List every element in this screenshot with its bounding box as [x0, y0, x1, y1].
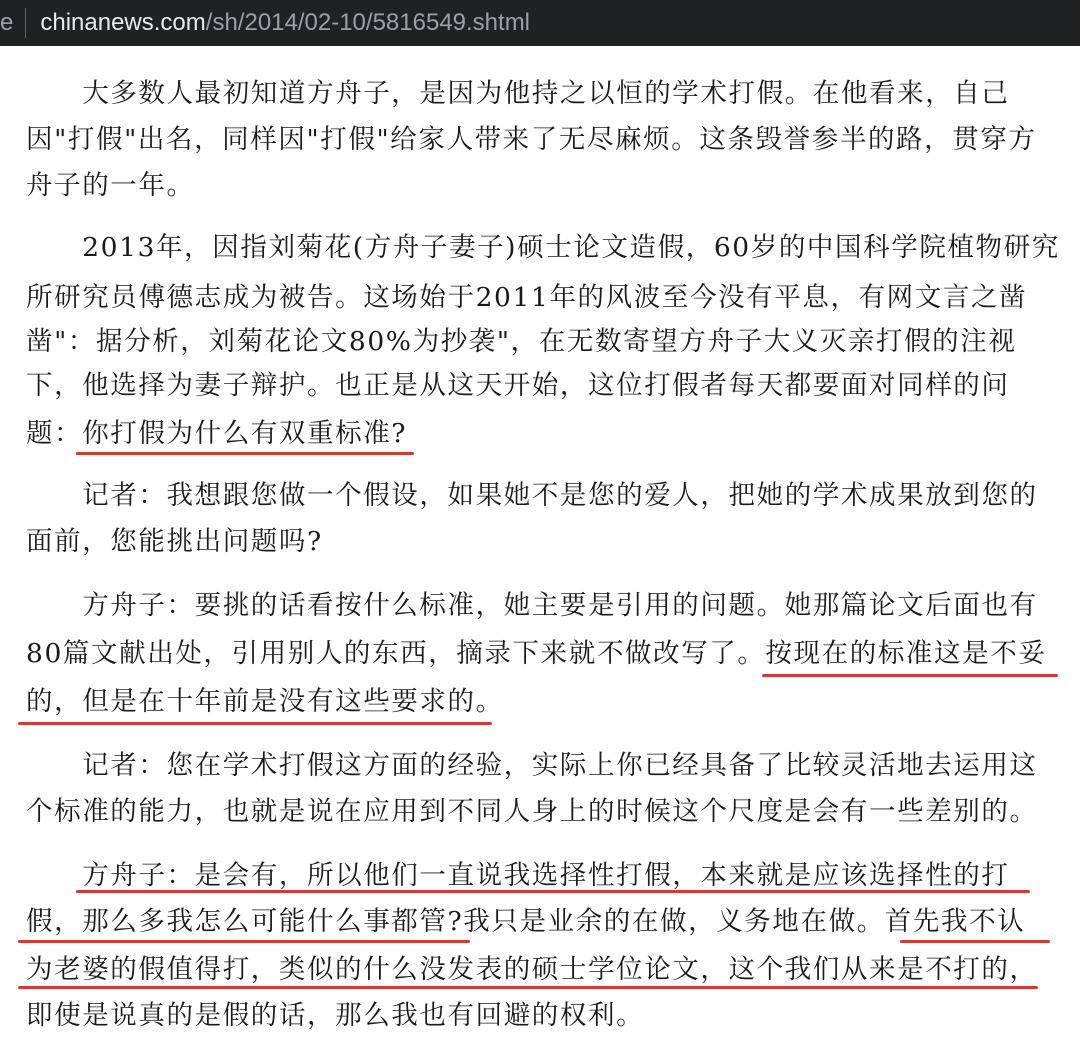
- highlight-underline: [900, 940, 1050, 943]
- address-bar-divider: [25, 8, 26, 38]
- browser-address-bar[interactable]: [0, 0, 1080, 46]
- paragraph-1-line-3: 舟子的一年。: [26, 170, 195, 201]
- paragraph-1-line-2: 因"打假"出名，同样因"打假"给家人带来了无尽麻烦。这条毁誉参半的路，贯穿方: [26, 124, 1037, 155]
- address-bar-truncated-text: e: [0, 9, 14, 36]
- paragraph-1-line-1: 大多数人最初知道方舟子，是因为他持之以恒的学术打假。在他看来，自己: [26, 78, 1010, 109]
- url-path[interactable]: /sh/2014/02-10/5816549.shtml: [205, 9, 531, 36]
- highlight-underline: [18, 986, 1038, 989]
- paragraph-6-line-3: 为老婆的假值得打，类似的什么没发表的硕士学位论文，这个我们从来是不打的，: [26, 954, 1038, 985]
- highlight-underline: [76, 452, 414, 455]
- paragraph-3-line-1: 记者：我想跟您做一个假设，如果她不是您的爱人，把她的学术成果放到您的: [26, 480, 1038, 511]
- paragraph-5-line-2: 个标准的能力，也就是说在应用到不同人身上的时候这个尺度是会有一些差别的。: [26, 796, 1038, 827]
- paragraph-5-line-1: 记者：您在学术打假这方面的经验，实际上你已经具备了比较灵活地去运用这: [26, 750, 1038, 781]
- paragraph-2-line-2: 所研究员傅德志成为被告。这场始于2011年的风波至今没有平息，有网文言之凿: [26, 282, 1028, 313]
- url-host[interactable]: chinanews.com: [40, 9, 206, 36]
- paragraph-2-line-5: 题：你打假为什么有双重标准?: [26, 418, 408, 449]
- highlight-underline: [18, 940, 470, 943]
- paragraph-6-line-1: 方舟子：是会有，所以他们一直说我选择性打假，本来就是应该选择性的打: [26, 860, 1010, 891]
- paragraph-2-line-4: 下，他选择为妻子辩护。也正是从这天开始，这位打假者每天都要面对同样的问: [26, 370, 1010, 401]
- highlight-underline: [762, 674, 1058, 677]
- paragraph-4-line-2: 80篇文献出处，引用别人的东西，摘录下来就不做改写了。按现在的标准这是不妥: [26, 638, 1047, 669]
- paragraph-4-line-3: 的，但是在十年前是没有这些要求的。: [26, 686, 504, 717]
- paragraph-6-line-2: 假，那么多我怎么可能什么事都管?我只是业余的在做，义务地在做。首先我不认: [26, 906, 1026, 937]
- paragraph-4-line-1: 方舟子：要挑的话看按什么标准，她主要是引用的问题。她那篇论文后面也有: [26, 590, 1038, 621]
- highlight-underline: [76, 890, 1030, 893]
- paragraph-6-line-4: 即使是说真的是假的话，那么我也有回避的权利。: [26, 1000, 645, 1031]
- article-body: [0, 46, 1080, 1050]
- highlight-underline: [18, 722, 492, 725]
- paragraph-2-line-3: 凿"：据分析，刘菊花论文80%为抄袭"，在无数寄望方舟子大义灭亲打假的注视: [26, 326, 1017, 357]
- paragraph-3-line-2: 面前，您能挑出问题吗?: [26, 526, 323, 557]
- paragraph-2-line-1: 2013年，因指刘菊花(方舟子妻子)硕士论文造假，60岁的中国科学院植物研究: [26, 232, 1060, 263]
